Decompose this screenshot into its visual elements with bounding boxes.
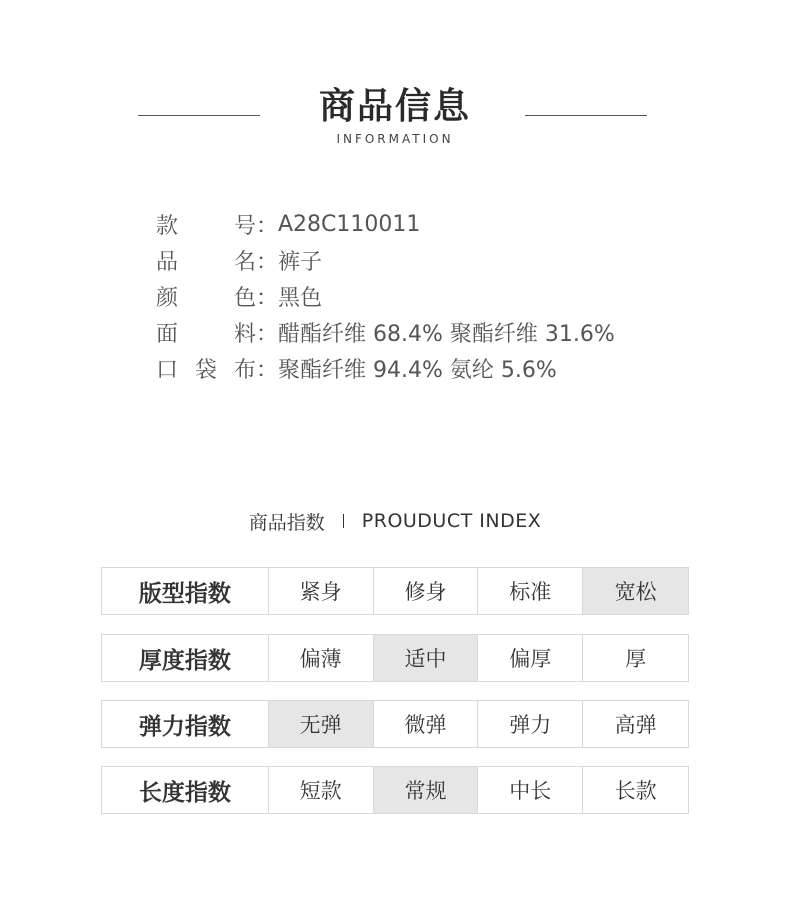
index-option: 偏厚 [478,635,583,681]
index-row-elasticity [101,700,689,748]
index-row-name: 版型指数 [102,568,269,614]
index-row-thickness [101,634,689,682]
index-option-selected: 宽松 [583,568,688,614]
index-option: 紧身 [269,568,374,614]
spec-label: 款 号： [156,213,278,239]
spec-row-color [156,278,615,314]
spec-row-style-number [156,206,615,242]
index-option: 短款 [269,767,374,813]
spec-value: 醋酯纤维 68.4% 聚酯纤维 31.6% [278,321,615,347]
spec-label: 面 料： [156,321,278,347]
index-option: 修身 [374,568,479,614]
index-option: 偏薄 [269,635,374,681]
index-row-name: 长度指数 [102,767,269,813]
info-header [0,0,790,160]
index-option: 中长 [478,767,583,813]
index-option: 厚 [625,647,647,671]
index-heading [0,507,790,535]
index-option: 长款 [614,779,657,803]
spec-label: 颜 色： [156,285,278,311]
spec-value: A28C110011 [278,211,421,237]
page-title: 商品信息 [318,86,471,127]
index-row-length [101,766,689,814]
index-title-cn: 商品指数 [248,511,325,534]
spec-value: 裤子 [278,249,323,275]
index-title-separator [343,514,344,528]
spec-row-pocket-fabric [156,350,615,386]
spec-value: 黑色 [278,285,323,311]
index-title-en: PROUDUCT INDEX [361,510,542,532]
index-option-selected: 常规 [374,767,479,813]
spec-row-product-name [156,242,615,278]
index-option: 高弹 [614,713,657,737]
header-divider-right [525,115,647,116]
index-row-name: 弹力指数 [102,701,269,747]
index-option-selected: 无弹 [269,701,374,747]
index-option: 标准 [478,568,583,614]
index-option: 微弹 [374,701,479,747]
index-option: 弹力 [478,701,583,747]
index-row-name: 厚度指数 [102,635,269,681]
spec-row-fabric [156,314,615,350]
spec-list [156,206,615,386]
spec-value: 聚酯纤维 94.4% 氨纶 5.6% [278,357,557,383]
index-option-selected: 适中 [374,635,479,681]
index-row-fit [101,567,689,615]
spec-label: 品 名： [156,249,278,275]
page-subtitle: INFORMATION [336,132,454,146]
spec-label: 口 袋 布： [156,357,278,383]
